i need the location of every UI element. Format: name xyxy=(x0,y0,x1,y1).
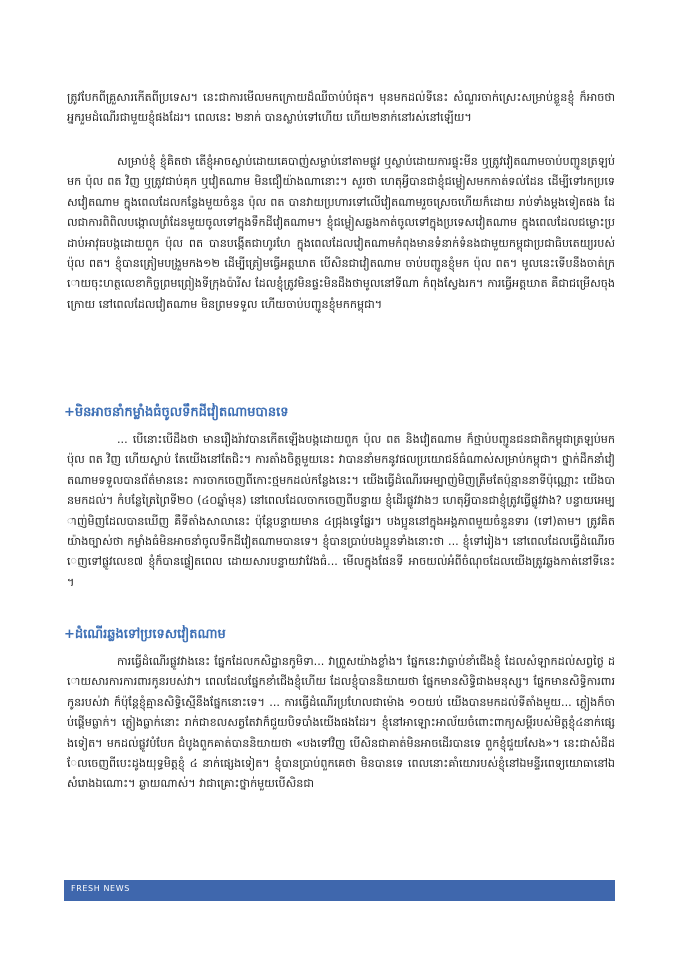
article-paragraph-2: សម្រាប់ខ្ញុំ ខ្ញុំគិតថា តើខ្ញុំអាចស្លាប់ដោយគេបាញ់សម្លាប់នៅតាមផ្លូវ ឬស្លាប់ដោយការផ្ទុះមីន ឬត្រូវវៀតណាមចាប់បញ្ជូនត្រឡប់មក ប៉ុល ពត វិញ ឬត្រូវជាប់គុក ឬវៀតណាម មិនជឿយ៉ាងណានោះ។ សួរថា ហេតុអ្វីបានជាខ្ញុំជម្លៀសមកកាត់ទល់ដែន ដើម្បីទៅរកប្រទេសវៀតណាម ក្នុងពេលដែលកន្លែងមួយចំនួន ប៉ុល ពត បានវាយប្រហារទៅលើវៀតណាមរួចស្រេចហើយក៏ដោយ រាប់ទាំងម្តងទៀតផង ដែលជាការពិពិលបង្កោលព្រំដែនមួយចូលទៅក្នុងទឹកដីវៀតណាម។ ខ្ញុំជម្លៀសឆ្លងកាត់ចូលទៅក្នុងប្រទេសវៀតណាម ក្នុងពេលដែលជម្លោះប្រដាប់អាវុធបង្កដោយពួក ប៉ុល ពត បានបង្កើតជាហូរហែ ក្នុងពេលដែលវៀតណាមកំពុងមានទំនាក់ទំនងជាមួយកម្ពុជាប្រជាធិបតេយ្យរបស់ ប៉ុល ពត។ ខ្ញុំបានត្រៀមបង្រួមកង១២ ដើម្បីត្រៀមធ្វើអត្តឃាត បើសិនជាវៀតណាម ចាប់បញ្ជូនខ្ញុំមក ប៉ុល ពត។ មូលនេះទើបនឹងចាត់ក្រោយចុះហត្ថលេខាកិច្ចព្រមព្រៀងទីក្រុងប៉ារីស ដែលខ្ញុំត្រូវមិនផ្ទះមិនដឹងថាមូលនៅទីណា កំពុងស្វែងរក។ ការធ្វើអត្តឃាត គឺជាជម្រើសចុងក្រោយ នៅពេលដែលវៀតណាម មិនព្រមទទួល ហើយចាប់បញ្ជូនខ្ញុំមកកម្ពុជា។ xyxy=(67,155,615,311)
footer-brand-label: FRESH NEWS xyxy=(71,884,130,893)
section-heading-2: +ដំណើរឆ្លងទៅប្រទេសវៀតណាម xyxy=(64,627,226,642)
section-heading-1: +មិនអាចនាំកម្លាំងធំចូលទឹកដីវៀតណាមបានទេ xyxy=(64,405,289,420)
footer-bar xyxy=(64,880,615,901)
article-paragraph-3: ... បើនោះបើដឹងថា មានរឿងរ៉ាវបានកើតឡើងបង្កដោយពួក ប៉ុល ពត និងវៀតណាម ក៏ថ្មាប់បញ្ជូនជនជាតិកម្ពុជាត្រឡប់មក ប៉ុល ពត វិញ ហើយស្លាប់ តែយើងនៅតែជិះ។ ការតាំងចិត្តមួយនេះ វាបាននាំមកនូវផលប្រយោជន៍ធំណាស់សម្រាប់កម្ពុជា។ ថ្នាក់ដឹកនាំវៀតណាមទទួលបានព័ត៌មាននេះ ការចាកចេញពីកោះថ្មមកដល់កន្លែងនេះ។ យើងធ្វើដំណើរអេម្បាញ់មិញត្រឹមតែប៉ុន្មាននាទីប៉ុណ្ណោះ យើងបានមកដល់។ កំបន្លែត្រៃព្រៃទី២០ (៤០ឆ្នាំមុន) នៅពេលដែលចាកចេញពីបន្ទាយ ខ្ញុំដើរផ្លូវវាងៗ ហេតុអ្វីបានជាខ្ញុំត្រូវធ្វើផ្លូវវាង? បន្ទាយអេម្បាញ់មិញដែលបានឃើញ គឺទីតាំងសាលានេះ ប៉ុន្តែបន្ទាយមាន ៤ជ្រុងទ្វេផ្នែរ។ បងប្អូននៅក្នុងអង្គភាពមួយចំនួនទារ (ទៅ)តាម។ ត្រូវគិតយ៉ាងច្បាស់ថា កម្លាំងធំមិនអាចនាំចូលទឹកដីវៀតណាមបានទេ។ ខ្ញុំបានប្រាប់បងប្អូនទាំងនោះថា ... ខ្ញុំទៅរៀង។ នៅពេលដែលធ្វើដំណើរចេញទៅផ្លូវលេខ៧ ខ្ញុំក៏បានផ្ទៀតពេល ដោយសារបន្ទាយវាវែងធំ... មើលក្នុងផែនទី អាចយល់អំពីចំណុចដែលយើងត្រូវឆ្លងកាត់នៅទីនេះ។ xyxy=(67,433,615,589)
article-paragraph-4: ការធ្វើដំណើរផ្លូវវាងនេះ ផ្នែកដែលកសិដ្ឋានកូមិទា... វាព្រួសយ៉ាងខ្លាំង។ ផ្នែកនេះវាធ្លាប់ខាំជើងខ្ញុំ ដែលសំឡាកដល់សព្វថ្ងៃ ដោយសារការការពារកូនរបស់វា។ ពេលដែលផ្នែកខាំជើងខ្ញុំហើយ ដែលខ្ញុំបាននិយាយថា ផ្នែកមានសិទ្ធិជាងមនុស្ស។ ផ្នែកមានសិទ្ធិការពារកូនរបស់វា ក៏ប៉ុន្តែខ្ញុំគ្មានសិទ្ធិស្មើនឹងផ្នែកនោះទេ។ ... ការធ្វើដំណើរប្រហែលជាម៉ោង ១០យប់ យើងបានមកដល់ទីតាំងមួយ... ភ្លៀងក៏ចាប់ផ្តើមធ្លាក់។ ភ្លៀងធ្លាក់នោះ រាក់ជាខលសត្វតែវាក៏ជួយបិទបាំងយើងផងដែរ។ ខ្ញុំនៅអាឡោះអាល័យចំពោះពាក្យសម្តីរបស់មិត្តខ្ញុំ៤នាក់ផ្សេងទៀត។ មកដល់ផ្លូវបំបែក ជំបូងពួកគាត់បាននិយាយថា «បងទៅវិញ បើសិនជាគាត់មិនអាចដើរបានទេ ពួកខ្ញុំជួយសែង»។ នេះជាសំដីដែលចេញពីបេះដូងយុទ្ធមិត្តខ្ញុំ ៤ នាក់ផ្សេងទៀត។ ខ្ញុំបានប្រាប់ពួកគេថា មិនបានទេ ពេលនោះគាំយោរបស់ខ្ញុំនៅឯមន្ទីរពេទ្យយោធានៅឯសំរោងឯណោះ។ ឆ្ងាយណាស់។ វាជាគ្រោះថ្នាក់មួយបើសិនជា xyxy=(67,655,615,791)
article-paragraph-1: ត្រូវបែកពីគ្រួសារកើតពីប្រទេស។ នេះជាការមើលមកក្រោយដ៏ឈឺចាប់បំផុត។ មុនមកដល់ទីនេះ សំណួរចាក់ស្រេះសម្រាប់ខ្លួនខ្ញុំ ក៏អាចថា អ្នករួមដំណើរជាមួយខ្ញុំផងដែរ។ ពេលនេះ ២នាក់ បានស្លាប់ទៅហើយ ហើយ២នាក់នៅរស់នៅឡើយ។ xyxy=(67,91,615,125)
